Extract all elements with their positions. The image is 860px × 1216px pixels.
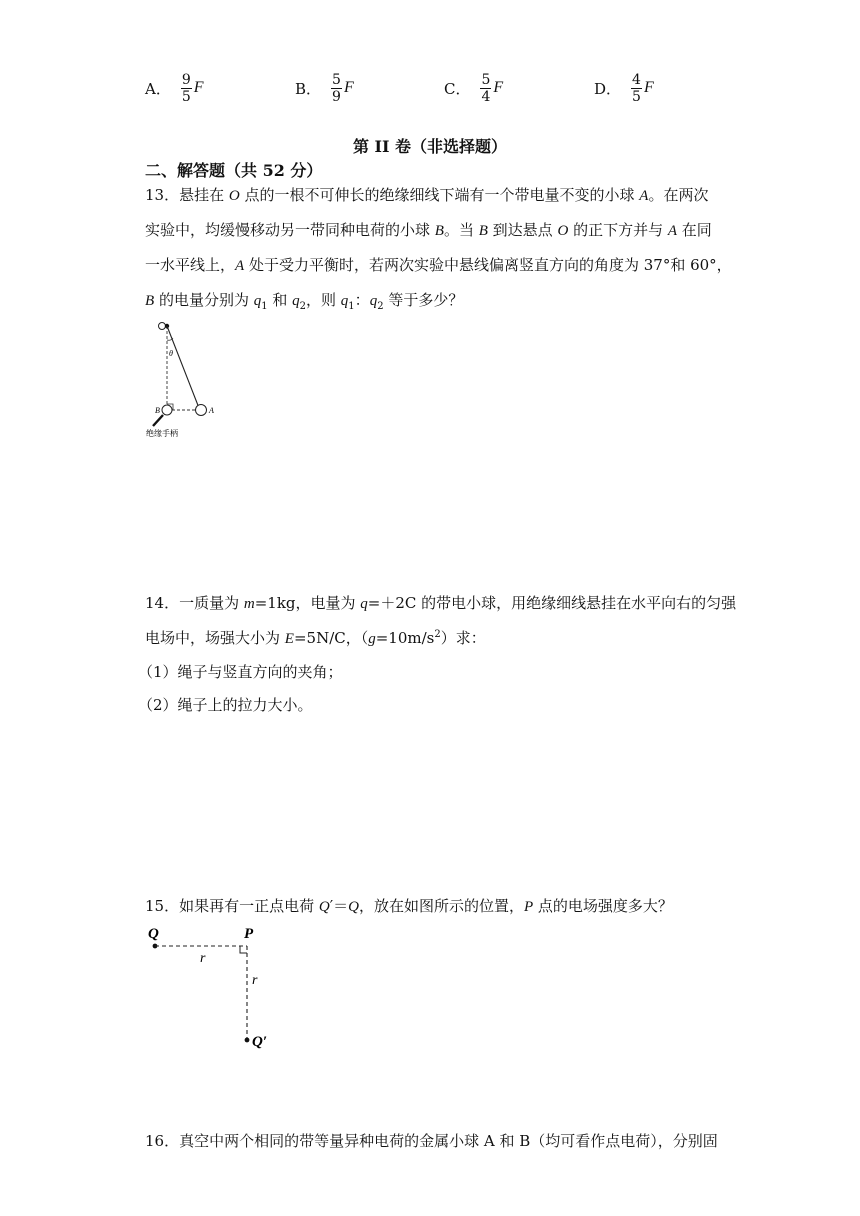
q14-line-1: 14．一质量为 m=1kg，电量为 q=＋2C 的带电小球，用绝缘细线悬挂在水平向右的匀强 — [145, 594, 737, 612]
q13-line-1: 13．悬挂在 O 点的一根不可伸长的绝缘细线下端有一个带电量不变的小球 A。在两次 — [145, 186, 709, 204]
option-a: A． $\frac{9}{5}$ F — [145, 71, 204, 105]
q13-pendulum-figure — [138, 318, 228, 444]
q14-line-2: 电场中，场强大小为 E=5N/C，$(g=10m/s^2)$求： — [145, 629, 486, 647]
charge-qprime-dot — [245, 1038, 250, 1043]
right-angle-mark — [240, 946, 247, 953]
section-subtitle: 二、解答题（共 52 分） — [145, 161, 323, 180]
label-r-horizontal: r — [200, 951, 206, 966]
thread-line — [167, 326, 199, 408]
ball-b — [162, 405, 172, 415]
q16-line-1: 16．真空中两个相同的带等量异种电荷的金属小球 A 和 B（均可看作点电荷），分别固 — [145, 1132, 718, 1150]
ball-a — [196, 405, 207, 416]
pivot-ring — [159, 323, 166, 330]
section-title: 第 II 卷（非选择题） — [352, 137, 508, 156]
option-c: C． $\frac{5}{4}$ F — [444, 71, 504, 105]
label-q: Q — [148, 926, 159, 942]
label-p: P — [244, 926, 254, 942]
q14-part-1: （1）绳子与竖直方向的夹角； — [138, 663, 343, 681]
label-b: B — [155, 406, 160, 415]
label-a: A — [209, 406, 214, 415]
option-b: B． $\frac{5}{9}$ F — [295, 71, 354, 105]
q13-line-4: B 的电量分别为 $q_1$ 和 $q_2$，则 $q_1$：$q_2$ 等于多少？ — [145, 291, 464, 312]
q13-line-3: 一水平线上，A 处于受力平衡时，若两次实验中悬线偏离竖直方向的角度为 37°和 60°， — [145, 256, 732, 274]
fraction: $\frac{5}{9}$ — [332, 71, 341, 105]
fraction: $\frac{4}{5}$ — [632, 71, 641, 105]
handle-label: 绝缘手柄 — [146, 429, 178, 438]
fraction: $\frac{9}{5}$ — [181, 71, 191, 105]
q15-line-1: 15．如果再有一正点电荷 Q′＝Q，放在如图所示的位置，P 点的电场强度多大？ — [145, 897, 673, 915]
fraction: $\frac{5}{4}$ — [481, 71, 491, 105]
label-r-vertical: r — [252, 973, 258, 988]
q13-line-2: 实验中，均缓慢移动另一带同种电荷的小球 B。当 B 到达悬点 O 的正下方并与 A 在同 — [145, 221, 712, 239]
insulating-handle — [153, 415, 163, 426]
label-qprime: Q′ — [252, 1034, 268, 1050]
q14-part-2: （2）绳子上的拉力大小。 — [138, 696, 313, 714]
option-d: D． $\frac{4}{5}$ F — [594, 71, 654, 105]
q15-charge-figure — [140, 922, 280, 1052]
theta-label: θ — [169, 349, 173, 358]
